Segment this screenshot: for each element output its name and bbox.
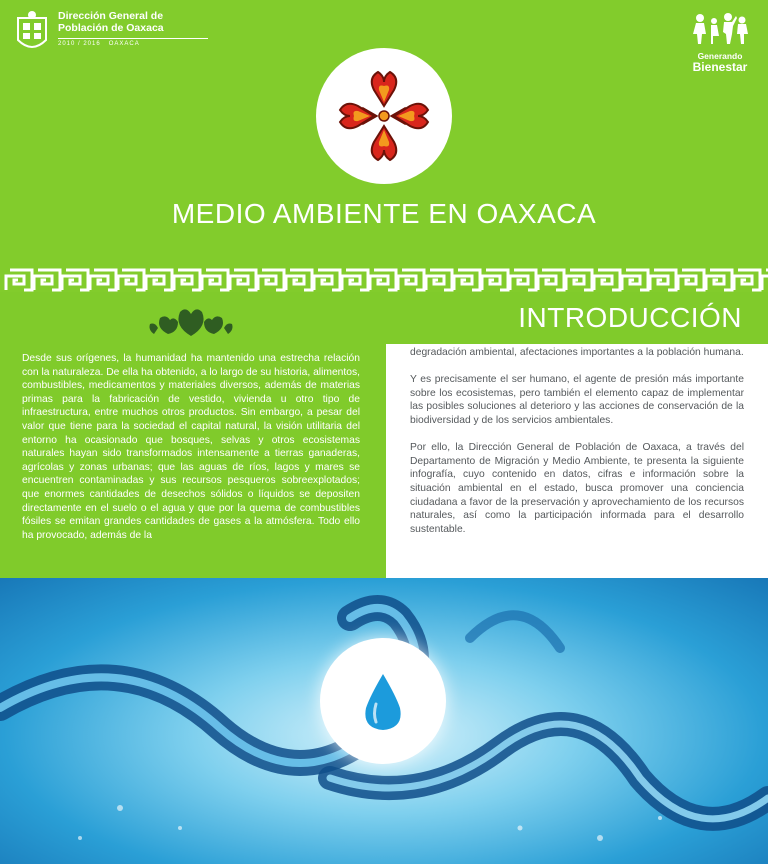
organization-logo (14, 10, 208, 54)
leaf-icon (146, 302, 236, 338)
slogan-logo (688, 12, 752, 74)
org-name-line2: Población de Oaxaca (58, 22, 164, 34)
logo-state: OAXACA (108, 41, 140, 47)
emblem-icon (316, 48, 452, 184)
logo-years: 2010 / 2016 (58, 41, 101, 47)
intro-left-column: Desde sus orígenes, la humanidad ha mantenido una estrecha relación con la naturaleza. De ella ha obtenido, a lo largo de su historia, alimentos, combustibles, medicamentos y materiales diversos, además de materias primas para la fabricación de vestido, vivienda u otro tipo de infraestructura, entre muchos otros productos. Sin embargo, a pesar del valor que tiene para la sociedad el capital natural, la visión utilitaria del entorno ha ocasionado que bosques, selvas y otros ecosistemas naturales hayan sido transformados intensamente a tierras ganaderas, agrícolas y zonas urbanas; que las aguas de ríos, lagos y mares se encuentren contaminadas y sus recursos pesqueros sobreexplotados; que enormes cantidades de desechos sólidos o líquidos se depositen directamente en el suelo o el agua y que por la quema de combustibles fósiles se emitan grandes cantidades de gases a la atmósfera. Todo ello ha provocado, además de la (22, 353, 360, 541)
people-icon (690, 12, 750, 46)
logo-subline (58, 41, 208, 47)
slogan-bottom: Bienestar (692, 60, 748, 74)
intro-paragraph-2: Y es precisamente el ser humano, el agente de presión más importante sobre los ecosistemas, pero también el elemento capaz de implementar las posibles soluciones al deterioro y las acciones de conservación de la biodiversidad y de los servicios ambientales. (410, 374, 744, 426)
intro-paragraph-1: degradación ambiental, afectaciones importantes a la población humana. (410, 347, 744, 358)
logo-divider (58, 38, 208, 39)
org-name-line1: Dirección General de (58, 10, 164, 22)
water-drop-icon (320, 638, 446, 764)
emblem-circle (316, 48, 452, 184)
slogan-top: Generando (697, 51, 743, 61)
state-seal-icon (14, 10, 50, 54)
intro-heading: INTRODUCCIÓN (518, 302, 742, 333)
intro-right-column (410, 346, 744, 550)
water-drop-circle (320, 638, 446, 764)
organization-name (58, 10, 208, 47)
greek-fret-border (0, 266, 768, 292)
intro-paragraph-3: Por ello, la Dirección General de Población de Oaxaca, a través del Departamento de Migración y Medio Ambiente, te presenta la siguiente infografía, cuyo contenido en datos, cifras e información sobre la situación ambiental en el estado, busca promover una conciencia ciudadana a favor de la preservación y aprovechamiento de los recursos naturales, así como la participación informada para el desarrollo sustentable. (410, 442, 744, 535)
page-title: MEDIO AMBIENTE EN OAXACA (171, 198, 597, 229)
